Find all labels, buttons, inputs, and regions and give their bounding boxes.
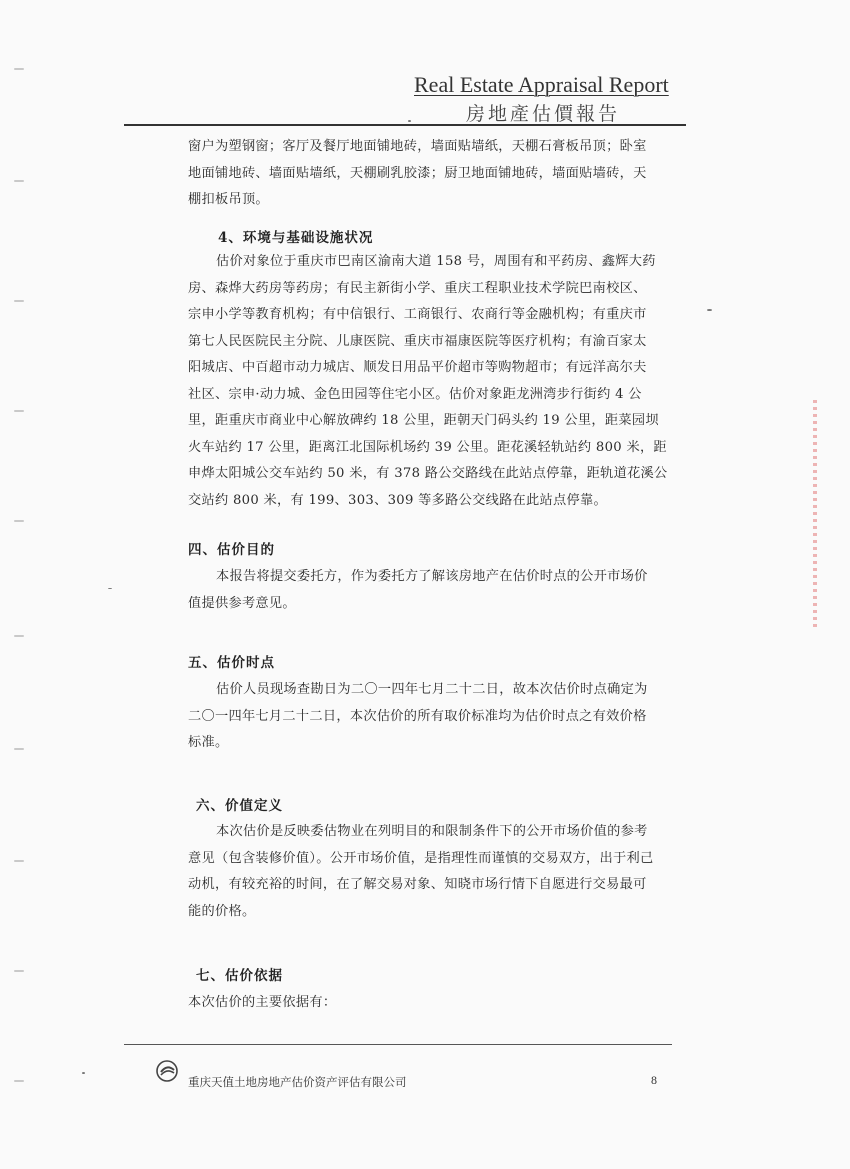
company-logo-icon <box>156 1060 178 1082</box>
text-line: 第七人民医院民主分院、儿康医院、重庆市福康医院等医疗机构；有渝百家太 <box>188 333 647 349</box>
text-line: 估价对象位于重庆市巴南区渝南大道 158 号，周围有和平药房、鑫辉大药 <box>216 254 656 269</box>
footer-company-name: 重庆天值土地房地产估价资产评估有限公司 <box>188 1075 407 1089</box>
text-line: 社区、宗申·动力城、金色田园等住宅小区。估价对象距龙洲湾步行街约 4 公 <box>188 386 642 402</box>
text-line: 意见（包含装修价值）。公开市场价值，是指理性而谨慎的交易双方，出于利己 <box>188 850 654 866</box>
text-line: 估价人员现场查勘日为二〇一四年七月二十二日，故本次估价时点确定为 <box>216 682 648 697</box>
header-title-zh: 房地產估價報告 <box>466 103 621 125</box>
text-line: 申烨太阳城公交车站约 50 米，有 378 路公交路线在此站点停靠，距轨道花溪公 <box>188 466 668 481</box>
text-line: 里，距重庆市商业中心解放碑约 18 公里，距朝天门码头约 19 公里，距菜园坝 <box>188 413 659 428</box>
binder-hole <box>14 635 24 637</box>
text-line: 本报告将提交委托方，作为委托方了解该房地产在估价时点的公开市场价 <box>216 569 648 584</box>
binder-hole <box>14 68 24 70</box>
scan-speck <box>108 588 112 589</box>
section-date-paragraph <box>188 677 686 757</box>
text-line: 标准。 <box>188 735 229 750</box>
text-line: 棚扣板吊顶。 <box>188 192 269 207</box>
scan-speck <box>707 309 712 311</box>
binder-hole <box>14 180 24 182</box>
text-line: 房、森烨大药房等药房；有民主新街小学、重庆工程职业技术学院巴南校区、 <box>188 280 647 296</box>
binder-hole <box>14 410 24 412</box>
text-line: 窗户为塑钢窗；客厅及餐厅地面铺地砖，墙面贴墙纸，天棚石膏板吊顶；卧室 <box>188 139 647 154</box>
section-value-paragraph <box>188 819 686 925</box>
footer-rule <box>124 1044 672 1045</box>
text-line: 本次估价是反映委估物业在列明目的和限制条件下的公开市场价值的参考 <box>216 824 648 839</box>
text-line: 动机，有较充裕的时间，在了解交易对象、知晓市场行情下自愿进行交易最可 <box>188 877 647 892</box>
section-4-heading: 4、环境与基础设施状况 <box>218 230 374 246</box>
scan-speck <box>82 1072 85 1074</box>
section-purpose-paragraph <box>188 564 686 617</box>
text-line: 火车站约 17 公里，距离江北国际机场约 39 公里。距花溪轻轨站约 800 米，距 <box>188 439 667 455</box>
text-line: 交站约 800 米，有 199、303、309 等多路公交线路在此站点停靠。 <box>188 492 607 508</box>
section-date-heading: 五、估价时点 <box>188 655 275 671</box>
scan-speck <box>408 120 411 122</box>
section-basis-heading: 七、估价依据 <box>196 968 283 984</box>
text-line: 地面铺地砖、墙面贴墙纸，天棚刷乳胶漆；厨卫地面铺地砖，墙面贴墙砖，天 <box>188 165 647 181</box>
binder-hole <box>14 1080 24 1082</box>
header-title-en: Real Estate Appraisal Report <box>414 72 669 97</box>
intro-paragraph <box>188 134 686 214</box>
section-purpose-heading: 四、估价目的 <box>188 542 275 558</box>
binder-hole <box>14 520 24 522</box>
text-line: 能的价格。 <box>188 903 256 919</box>
section-basis-line: 本次估价的主要依据有： <box>188 995 337 1010</box>
header-rule <box>124 124 686 126</box>
binder-hole <box>14 860 24 862</box>
binder-hole <box>14 970 24 972</box>
section-4-paragraph <box>188 249 686 514</box>
text-line: 阳城店、中百超市动力城店、顺发日用品平价超市等购物超市；有远洋高尔夫 <box>188 360 647 375</box>
stamp-edge-mark <box>813 400 817 630</box>
text-line: 宗申小学等教育机构；有中信银行、工商银行、农商行等金融机构；有重庆市 <box>188 307 647 322</box>
binder-hole <box>14 748 24 750</box>
binder-hole <box>14 300 24 302</box>
page-number: 8 <box>651 1073 657 1087</box>
text-line: 值提供参考意见。 <box>188 595 296 611</box>
section-value-heading: 六、价值定义 <box>196 798 283 814</box>
text-line: 二〇一四年七月二十二日，本次估价的所有取价标准均为估价时点之有效价格 <box>188 708 647 724</box>
